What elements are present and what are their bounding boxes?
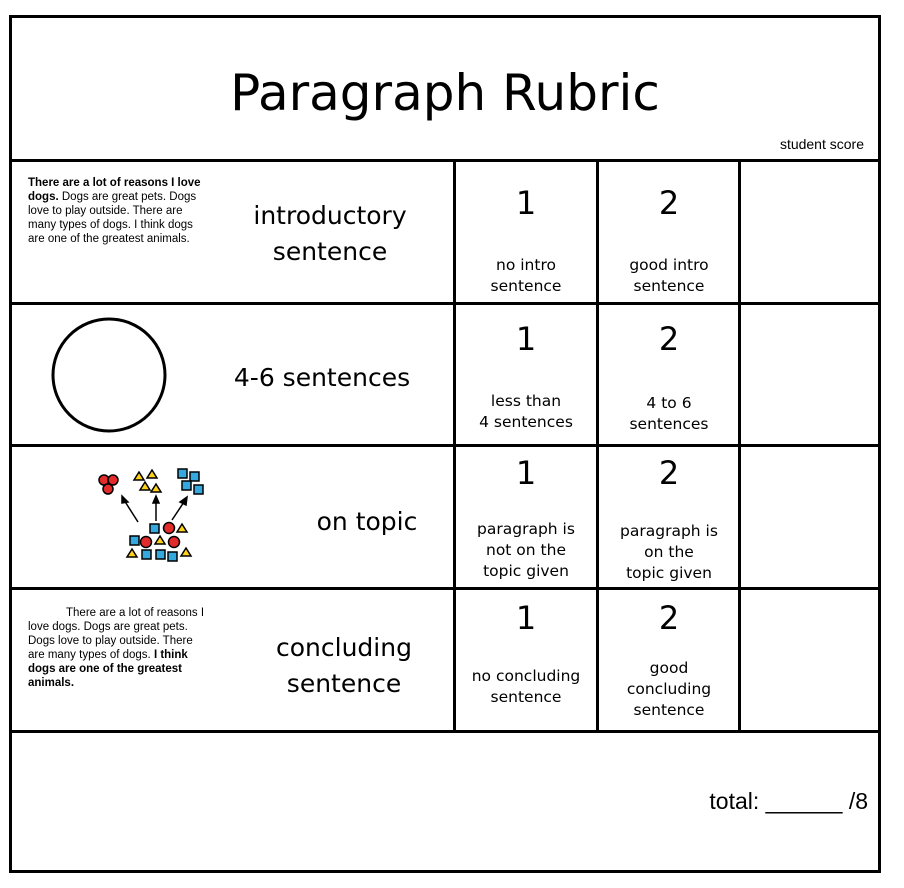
desc-line: sentence xyxy=(490,277,562,295)
score-desc xyxy=(456,391,596,433)
score-number: 2 xyxy=(658,454,680,492)
rubric-sheet xyxy=(9,15,881,873)
criterion-introductory xyxy=(230,198,430,270)
score-cell xyxy=(599,321,739,435)
divider xyxy=(12,730,878,733)
score-number: 1 xyxy=(515,454,537,492)
desc-line: good intro xyxy=(629,256,709,274)
divider xyxy=(12,159,878,162)
criterion-line: introductory xyxy=(253,201,407,230)
desc-line: on the xyxy=(644,543,694,561)
criterion-line: sentence xyxy=(272,237,388,266)
desc-line: no intro xyxy=(496,256,556,274)
student-score-header: student score xyxy=(779,136,864,152)
sorted-shapes-icon xyxy=(94,466,206,566)
divider xyxy=(12,302,878,305)
desc-line: sentences xyxy=(629,415,709,433)
score-desc xyxy=(599,255,739,297)
score-cell xyxy=(599,185,739,297)
desc-line: sentence xyxy=(633,701,705,719)
score-desc xyxy=(599,393,739,435)
score-number: 2 xyxy=(658,320,680,358)
score-cell xyxy=(456,455,596,582)
desc-line: not on the xyxy=(486,541,566,559)
concluding-example-bold: I think dogs are one of the greatest animals. xyxy=(28,649,188,689)
desc-line: good xyxy=(649,659,689,677)
desc-line: 4 to 6 xyxy=(646,394,692,412)
score-cell xyxy=(456,321,596,433)
concluding-example-plain: There are a lot of reasons I love dogs. Dogs are great pets. Dogs love to play outside. There are many types of dogs. xyxy=(28,607,205,661)
divider xyxy=(12,587,878,590)
desc-line: topic given xyxy=(483,562,569,580)
page-title: Paragraph Rubric xyxy=(230,64,660,122)
score-desc xyxy=(599,658,739,721)
criterion-line: 4-6 sentences xyxy=(233,363,411,392)
score-desc xyxy=(456,255,596,297)
score-number: 2 xyxy=(658,599,680,637)
criterion-line: sentence xyxy=(286,669,402,698)
desc-line: sentence xyxy=(490,688,562,706)
score-number: 2 xyxy=(658,184,680,222)
criterion-line: on topic xyxy=(316,507,418,536)
desc-line: 4 sentences xyxy=(479,413,573,431)
score-desc xyxy=(599,521,739,584)
criterion-on-topic xyxy=(302,504,432,540)
score-desc xyxy=(456,519,596,582)
desc-line: less than xyxy=(490,392,562,410)
criterion-sentence-count xyxy=(212,360,432,396)
score-cell xyxy=(599,455,739,584)
score-cell xyxy=(456,185,596,297)
intro-example-text xyxy=(28,176,203,246)
desc-line: paragraph is xyxy=(620,522,718,540)
divider xyxy=(12,444,878,447)
intro-example-rest: Dogs are great pets. Dogs love to play outside. There are many types of dogs. I think dogs are one of the greatest animals. xyxy=(28,191,197,245)
desc-line: no concluding xyxy=(471,667,581,685)
desc-line: paragraph is xyxy=(477,520,575,538)
sentence-count-circle-icon xyxy=(50,315,168,435)
score-desc xyxy=(456,666,596,708)
score-number: 1 xyxy=(515,320,537,358)
desc-line: concluding xyxy=(626,680,712,698)
concluding-example-text xyxy=(28,606,206,690)
score-cell xyxy=(599,600,739,721)
desc-line: sentence xyxy=(633,277,705,295)
desc-line: topic given xyxy=(626,564,712,582)
criterion-line: concluding xyxy=(276,633,412,662)
criterion-concluding xyxy=(244,630,444,702)
score-number: 1 xyxy=(515,184,537,222)
intro-example-bold: There are a lot of reasons I love dogs. xyxy=(28,177,201,203)
score-number: 1 xyxy=(515,599,537,637)
total-score-line: total: ______ /8 xyxy=(709,788,868,814)
score-cell xyxy=(456,600,596,708)
